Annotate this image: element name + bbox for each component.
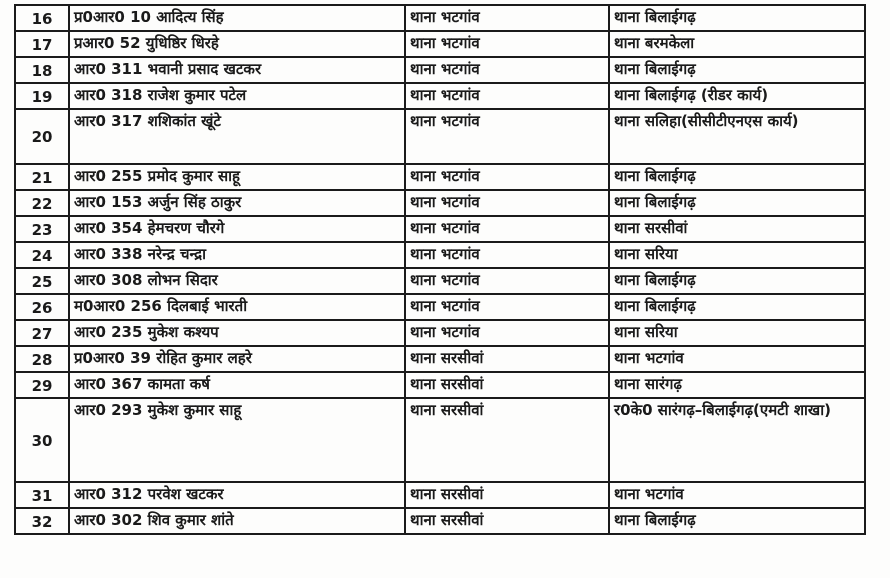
to-station-cell: थाना बिलाईगढ़: [609, 57, 865, 83]
employee-name-cell: आर0 308 लोभन सिदार: [69, 268, 405, 294]
employee-name-cell: आर0 317 शशिकांत खूंटे: [69, 109, 405, 164]
serial-number-cell: 32: [15, 508, 69, 534]
serial-number-cell: 31: [15, 482, 69, 508]
table-row: [15, 294, 865, 320]
to-station-cell: थाना सरसीवां: [609, 216, 865, 242]
from-station-cell: थाना भटगांव: [405, 294, 609, 320]
from-station-cell: थाना सरसीवां: [405, 398, 609, 482]
serial-number-cell: 30: [15, 398, 69, 482]
table-row: [15, 31, 865, 57]
serial-number-cell: 17: [15, 31, 69, 57]
to-station-cell: थाना बिलाईगढ़: [609, 294, 865, 320]
from-station-cell: थाना भटगांव: [405, 320, 609, 346]
employee-name-cell: आर0 311 भवानी प्रसाद खटकर: [69, 57, 405, 83]
to-station-cell: थाना बिलाईगढ़ (रीडर कार्य): [609, 83, 865, 109]
employee-name-cell: आर0 153 अर्जुन सिंह ठाकुर: [69, 190, 405, 216]
to-station-cell: थाना बिलाईगढ़: [609, 508, 865, 534]
to-station-cell: र0के0 सारंगढ़–बिलाईगढ़(एमटी शाखा): [609, 398, 865, 482]
to-station-cell: थाना बिलाईगढ़: [609, 5, 865, 31]
serial-number-cell: 26: [15, 294, 69, 320]
from-station-cell: थाना सरसीवां: [405, 346, 609, 372]
from-station-cell: थाना भटगांव: [405, 216, 609, 242]
table-row: [15, 5, 865, 31]
table-row: [15, 268, 865, 294]
from-station-cell: थाना सरसीवां: [405, 372, 609, 398]
from-station-cell: थाना भटगांव: [405, 83, 609, 109]
serial-number-cell: 29: [15, 372, 69, 398]
employee-name-cell: आर0 255 प्रमोद कुमार साहू: [69, 164, 405, 190]
table-row: [15, 216, 865, 242]
serial-number-cell: 22: [15, 190, 69, 216]
to-station-cell: थाना बिलाईगढ़: [609, 164, 865, 190]
employee-name-cell: आर0 338 नरेन्द्र चन्द्रा: [69, 242, 405, 268]
table-row: [15, 320, 865, 346]
employee-name-cell: आर0 302 शिव कुमार शांते: [69, 508, 405, 534]
transfer-table-body: [15, 5, 865, 534]
employee-name-cell: आर0 367 कामता कर्ष: [69, 372, 405, 398]
from-station-cell: थाना भटगांव: [405, 31, 609, 57]
employee-name-cell: आर0 312 परवेश खटकर: [69, 482, 405, 508]
from-station-cell: थाना भटगांव: [405, 190, 609, 216]
table-row: [15, 508, 865, 534]
table-row: [15, 372, 865, 398]
table-row: [15, 57, 865, 83]
table-row: [15, 164, 865, 190]
to-station-cell: थाना सरिया: [609, 320, 865, 346]
serial-number-cell: 20: [15, 109, 69, 164]
table-row: [15, 190, 865, 216]
serial-number-cell: 27: [15, 320, 69, 346]
from-station-cell: थाना भटगांव: [405, 164, 609, 190]
from-station-cell: थाना सरसीवां: [405, 482, 609, 508]
table-row: [15, 109, 865, 164]
from-station-cell: थाना भटगांव: [405, 57, 609, 83]
serial-number-cell: 19: [15, 83, 69, 109]
table-row: [15, 398, 865, 482]
serial-number-cell: 21: [15, 164, 69, 190]
to-station-cell: थाना सारंगढ़: [609, 372, 865, 398]
employee-name-cell: प्र0आर0 10 आदित्य सिंह: [69, 5, 405, 31]
to-station-cell: थाना सलिहा(सीसीटीएनएस कार्य): [609, 109, 865, 164]
to-station-cell: थाना बिलाईगढ़: [609, 190, 865, 216]
from-station-cell: थाना सरसीवां: [405, 508, 609, 534]
serial-number-cell: 18: [15, 57, 69, 83]
to-station-cell: थाना बरमकेला: [609, 31, 865, 57]
employee-name-cell: प्रआर0 52 युधिष्ठिर धिरहे: [69, 31, 405, 57]
employee-name-cell: म0आर0 256 दिलबाई भारती: [69, 294, 405, 320]
employee-name-cell: आर0 318 राजेश कुमार पटेल: [69, 83, 405, 109]
serial-number-cell: 25: [15, 268, 69, 294]
serial-number-cell: 24: [15, 242, 69, 268]
to-station-cell: थाना भटगांव: [609, 346, 865, 372]
serial-number-cell: 23: [15, 216, 69, 242]
transfer-table: [14, 4, 866, 535]
from-station-cell: थाना भटगांव: [405, 5, 609, 31]
employee-name-cell: आर0 293 मुकेश कुमार साहू: [69, 398, 405, 482]
table-row: [15, 482, 865, 508]
from-station-cell: थाना भटगांव: [405, 242, 609, 268]
to-station-cell: थाना बिलाईगढ़: [609, 268, 865, 294]
employee-name-cell: आर0 235 मुकेश कश्यप: [69, 320, 405, 346]
table-row: [15, 346, 865, 372]
to-station-cell: थाना सरिया: [609, 242, 865, 268]
from-station-cell: थाना भटगांव: [405, 109, 609, 164]
from-station-cell: थाना भटगांव: [405, 268, 609, 294]
employee-name-cell: आर0 354 हेमचरण चौरगे: [69, 216, 405, 242]
serial-number-cell: 16: [15, 5, 69, 31]
employee-name-cell: प्र0आर0 39 रोहित कुमार लहरे: [69, 346, 405, 372]
serial-number-cell: 28: [15, 346, 69, 372]
to-station-cell: थाना भटगांव: [609, 482, 865, 508]
table-row: [15, 83, 865, 109]
table-row: [15, 242, 865, 268]
